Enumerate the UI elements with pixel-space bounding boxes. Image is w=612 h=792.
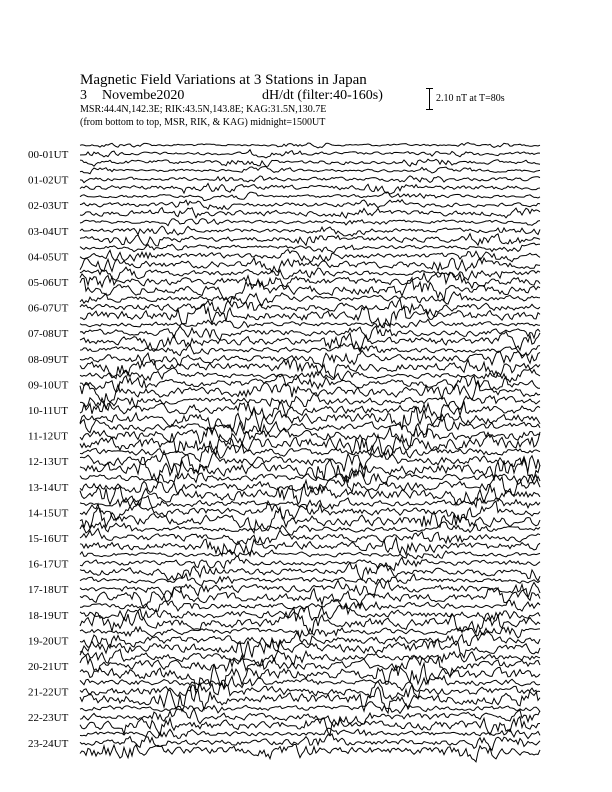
trace-msr [80,744,540,761]
trace-msr [80,332,540,351]
row-label: 02-03UT [28,200,69,213]
trace-kag [80,702,540,714]
row-label: 15-16UT [28,533,69,545]
trace-rik [80,605,540,621]
trace-kag [80,574,540,586]
trace-rik [80,556,540,570]
row-label: 09-10UT [28,379,69,392]
station-order-note: (from bottom to top, MSR, RIK, & KAG) midnight=1500UT [80,117,326,128]
trace-rik [80,580,540,597]
row-label: 11-12UT [28,430,68,443]
trace-msr [80,258,540,272]
row-label: 03-04UT [28,225,69,238]
trace-kag [80,649,540,666]
trace-kag [80,496,540,510]
trace-msr [80,159,540,166]
trace-msr [80,663,540,689]
trace-rik [80,176,540,183]
row-label: 20-21UT [28,661,69,673]
trace-rik [80,655,540,677]
chart-title: Magnetic Field Variations at 3 Stations in Japan [80,72,367,88]
trace-rik [80,681,540,699]
row-label: 05-06UT [28,277,69,289]
trace-kag [80,627,540,638]
trace-msr [80,609,540,635]
trace-rik [80,326,540,340]
row-label: 10-11UT [28,405,68,417]
trace-kag [80,143,540,148]
trace-kag [80,167,540,174]
trace-rik [80,150,540,158]
row-label: 19-20UT [28,635,69,648]
trace-kag [80,192,540,201]
trace-kag [80,393,540,411]
row-label: 22-23UT [28,712,69,725]
trace-rik [80,200,540,210]
trace-rik [80,709,540,725]
trace-rik [80,226,540,236]
scale-label: 2.10 nT at T=80s [436,93,505,104]
trace-msr [80,183,540,194]
trace-kag [80,471,540,485]
trace-msr [80,686,540,714]
row-label: 13-14UT [28,481,69,494]
month-year-label: Novembe2020 [102,88,185,103]
row-label: 12-13UT [28,456,69,469]
row-label: 06-07UT [28,302,69,315]
row-label: 23-24UT [28,737,69,750]
row-label: 16-17UT [28,558,69,571]
trace-rik [80,250,540,262]
trace-kag [80,676,540,692]
trace-kag [80,219,540,226]
trace-msr [80,234,540,246]
trace-rik [80,734,540,750]
trace-kag [80,267,540,280]
row-label: 04-05UT [28,251,69,264]
row-label: 08-09UT [28,353,69,366]
trace-msr [80,457,540,483]
trace-msr [80,563,540,581]
trace-kag [80,550,540,559]
trace-msr [80,208,540,219]
row-label: 14-15UT [28,507,69,520]
station-coordinates: MSR:44.4N,142.3E; RIK:43.5N,143.8E; KAG:31.5N,130.7E [80,104,327,115]
row-label: 01-02UT [28,174,69,187]
row-label: 07-08UT [28,328,69,341]
trace-rik [80,351,540,368]
trace-kag [80,728,540,738]
trace-kag [80,292,540,306]
row-label: 00-01UT [28,149,69,161]
day-label: 3 [80,88,87,103]
row-label: 17-18UT [28,584,69,597]
trace-rik [80,427,540,447]
row-label: 18-19UT [28,609,69,622]
trace-kag [80,319,540,328]
trace-msr [80,432,540,459]
quantity-label: dH/dt (filter:40-160s) [262,88,383,103]
row-label: 21-22UT [28,686,69,699]
trace-kag [80,599,540,611]
trace-kag [80,243,540,253]
